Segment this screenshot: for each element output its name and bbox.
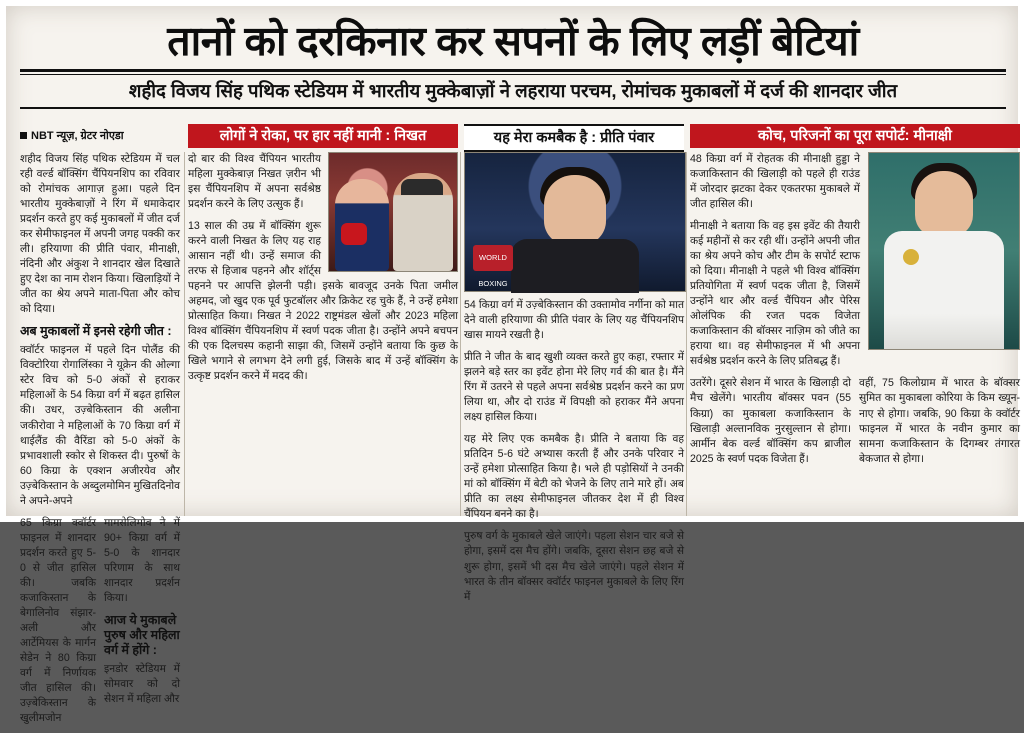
column-meenakshi-story bbox=[690, 152, 1020, 516]
boxer-and-coach-photo bbox=[328, 152, 458, 272]
meenakshi-hooda-portrait-photo bbox=[868, 152, 1020, 350]
meenakshi-paragraph-1: 48 किग्रा वर्ग में रोहतक की मीनाक्षी हुड्डा ने कजाकिस्तान की खिलाड़ी को पहले ही राउंड में जोरदार झटका देकर एकतरफा मुकाबले में जीत हासिल की। bbox=[690, 153, 860, 211]
lead-subcol-left: 65 किग्रा क्वॉर्टर फाइनल में शानदार प्रदर्शन करते हुए 5-0 से जीत हासिल की। जबकि कजाकिस्तान के बेगालिनोव संझार-अली और आर्टेमियस के मार्गन सेडेन ने 80 किग्रा वर्ग में निर्णायक जीत हासिल की। उज़्बेकिस्तान के खुलीमजोन bbox=[20, 516, 96, 725]
column-divider-2 bbox=[460, 152, 461, 516]
portrait-face bbox=[544, 175, 606, 245]
preeti-paragraph-4: पुरुष वर्ग के मुकाबले खेले जाएंगे। पहला सेशन चार बजे से होगा, इसमें दस मैच होंगे। जबकि, दूसरा सेशन छह बजे से शुरू होगा, इसमें भी दस मैच खेले जाएंगे। पहले सेशन में भारत के तीन बॉक्सर क्वॉर्टर फाइनल मुकाबले के लिए रिंग में bbox=[464, 530, 684, 603]
preeti-paragraph-1: 54 किग्रा वर्ग में उज़्बेकिस्तान की उक्तामोव नर्गीना को मात देने वाली हरियाणा की प्रीति पंवार के लिए यह चैंपियनशिप खास मायने रखती है। bbox=[464, 299, 684, 342]
subhead-band bbox=[20, 74, 1006, 109]
byline bbox=[20, 128, 182, 143]
preeti-paragraph-3: यह मेरे लिए एक कमबैक है। प्रीति ने बताया कि वह प्रतिदिन 5-6 घंटे अभ्यास करती हैं और उनके परिवार ने उन्हें हमेशा प्रोत्साहित किया है। भले ही पड़ोसियों ने उनकी मां को बॉक्सिंग में बेटी को भेजने के लिए ताने मारे हों। अब प्रीति का लक्ष्य सेमीफाइनल जीतकर देश में ही विश्व चैंपियन बनने का है। bbox=[464, 433, 684, 521]
lead-closing-text: इनडोर स्टेडियम में सोमवार को दो सेशन में महिला और bbox=[104, 662, 180, 705]
lead-closing-head: आज ये मुकाबले पुरुष और महिला वर्ग में होंगे : bbox=[104, 612, 180, 657]
newsprint-background bbox=[6, 6, 1020, 725]
column-lead-story bbox=[20, 152, 180, 725]
lead-subhead-title: अब मुकाबलों में इनसे रहेगी जीत : bbox=[20, 324, 172, 339]
kicker-nikhat: लोगों ने रोका, पर हार नहीं मानी : निखत bbox=[188, 124, 458, 148]
nikhat-paragraph-1: दो बार की विश्व चैंपियन भारतीय महिला मुक्केबाज़ निखत ज़रीन भी इस चैंपियनशिप में अपना सर्वश्रेष्ठ प्रदर्शन करने के लिए उत्सुक हैं। bbox=[188, 153, 321, 211]
nikhat-paragraph-2: 13 साल की उम्र में बॉक्सिंग शुरू करने वाली निखत के लिए यह राह आसान नहीं थी। उन्हें समाज की तरफ से हिजाब पहनने और शॉर्ट्स पहनने पर आपत्ति झेलनी पड़ी। इसके बावजूद उनके पिता जमील अहमद, जो खुद एक पूर्व फुटबॉलर और क्रिकेट रह चुके हैं, ने उन्हें हमेशा प्रोत्साहित किया। निखत ने 2022 राष्ट्रमंडल खेलों और 2023 महिला विश्व बॉक्सिंग चैंपियनशिप में स्वर्ण पदक जीता है। उन्होंने अपने बचपन की एक दिलचस्प कहानी साझा की, जिसमें उन्होंने बताया कि कुछ के खिले भगाने से लगभग देने लगी हुई, जिसके बाद में उन्हें बॉक्सिंग के उत्कृष्ट प्रदर्शन करने में मदद की। bbox=[188, 220, 458, 383]
lead-paragraph: शहीद विजय सिंह पथिक स्टेडियम में चल रही वर्ल्ड बॉक्सिंग चैंपियनशिप का रविवार को रोमांचक आगाज़ हुआ। पहले दिन भारतीय मुक्केबाज़ों ने रिंग में धमाकेदार प्रदर्शन करते हुए कई मुकाबलों में जीत दर्ज कर सेमीफाइनल में अपनी जगह पक्की कर ली। हरियाणा की प्रीति पंवार, मीनाक्षी, नंदिनी और अंकुश ने शानदार खेल दिखाते हुए देश का नाम रोशन किया। खिलाड़ियों ने जीत का श्रेय अपने माता-पिता और कोच को दिया। bbox=[20, 153, 180, 316]
preeti-paragraph-2: प्रीति ने जीत के बाद खुशी व्यक्त करते हुए कहा, रफ्तार में झलने बड़े स्तर का इवेंट होना मेरे लिए गर्व की बात है। मैंने रिंग में उतरने से पहले अपना सर्वश्रेष्ठ प्रदर्शन करने का प्रण लिया था, और दो राउंड में विपक्षी को हराकर मैंने अपना लक्ष्य हासिल किया। bbox=[464, 351, 684, 424]
column-divider-1 bbox=[184, 152, 185, 516]
preeti-panwar-portrait-photo bbox=[464, 152, 686, 292]
portrait-torso bbox=[511, 239, 639, 293]
column-headers bbox=[20, 124, 1006, 150]
medal-icon bbox=[903, 249, 919, 265]
portrait-face bbox=[915, 171, 973, 237]
article-body bbox=[20, 152, 1020, 725]
meenakshi-paragraph-4: उतरेंगे। दूसरे सेशन में भारत के खिलाड़ी दो मैच खेलेंगे। भारतीय बॉक्सर पवन (55 किग्रा) का मुकाबला कजाकिस्तान के खिलाड़ी अल्तानविक नुरसुल्तान से होगा। आर्मीन बेक वर्ल्ड बॉक्सिंग कप ब्राजील 2025 के स्वर्ण पदक विजेता हैं। bbox=[690, 377, 851, 465]
world-boxing-badge: WORLD BOXING bbox=[473, 245, 513, 271]
column-nikhat-story bbox=[188, 152, 458, 516]
lead-two-column-block bbox=[20, 516, 180, 733]
masthead bbox=[20, 20, 1006, 109]
page-title: तानों को दरकिनार कर सपनों के लिए लड़ीं बेटियां bbox=[167, 18, 859, 64]
lead-subhead-text: क्वॉर्टर फाइनल में पहले दिन पोलैंड की विक्टोरिया रोगालिंस्का ने यूक्रेन की ओल्गा स्टेर विच को 5-0 अंकों से हराकर महिलाओं के 54 किग्रा वर्ग में बढ़त हासिल की। उधर, उज़्बेकिस्तान की अलीना जकीरोवा ने महिलाओं के 70 किग्रा वर्ग में थाईलैंड की वैरिंडा को 5-0 अंकों के प्रभावशाली स्कोर से शिकस्त दी। पुरुषों के 60 किग्रा के एक्शन अजीरयेव और उज़्बेकिस्तान के अब्दुलमोमिन मुखितदिनोव ने अपने-अपने bbox=[20, 344, 180, 507]
meenakshi-paragraph-3: वहीं, 75 किलोग्राम में भारत के बॉक्सर सुमित का मुकाबला कोरिया के किम ख्यून-नाए से होगा। जबकि, 90 किग्रा के क्वॉर्टर फाइनल में भारत के नवीन कुमार का सामना कजाकिस्तान के दिगम्बर तंगारत बेकजात से होगा। bbox=[859, 377, 1020, 465]
boxer-figure bbox=[335, 179, 389, 271]
bullet-square-icon bbox=[20, 132, 27, 139]
lead-subcol-right: मामसेलिमोव ने में 90+ किग्रा वर्ग में 5-0 के शानदार परिणाम के साथ शानदार प्रदर्शन किया। bbox=[104, 516, 180, 604]
portrait-torso bbox=[884, 231, 1004, 349]
headline-divider bbox=[20, 69, 1006, 72]
column-divider-3 bbox=[686, 152, 687, 516]
meenakshi-paragraph-2: मीनाक्षी ने बताया कि वह इस इवेंट की तैयारी कई महीनों से कर रही थीं। उन्होंने अपनी जीत का श्रेय अपने कोच और टीम के सपोर्ट स्टाफ को दिया। मीनाक्षी ने पहले भी विश्व बॉक्सिंग प्रतियोगिता में स्वर्ण पदक जीता है, जिसमें उन्होंने थार और वर्ल्ड चैंपियन और पेरिस ओलंपिक की रजत पदक विजेता कजाकिस्तान की बॉक्सर नाज़िम को जीते का हराया था। वह सेमीफाइनल में भी अपना सर्वश्रेष्ठ प्रदर्शन करने के लिए प्रतिबद्ध हैं। bbox=[690, 220, 860, 368]
byline-text: NBT न्यूज़, ग्रेटर नोएडा bbox=[31, 130, 124, 142]
kicker-preeti: यह मेरा कमबैक है : प्रीति पंवार bbox=[464, 124, 684, 152]
column-preeti-story bbox=[464, 152, 684, 603]
kicker-meenakshi: कोच, परिजनों का पूरा सपोर्ट: मीनाक्षी bbox=[690, 124, 1020, 148]
coach-figure bbox=[393, 173, 453, 271]
subheadline: शहीद विजय सिंह पथिक स्टेडियम में भारतीय मुक्केबाज़ों ने लहराया परचम, रोमांचक मुकाबलों में दर्ज की शानदार जीत bbox=[128, 80, 898, 102]
meenakshi-two-column-block bbox=[690, 376, 1020, 473]
